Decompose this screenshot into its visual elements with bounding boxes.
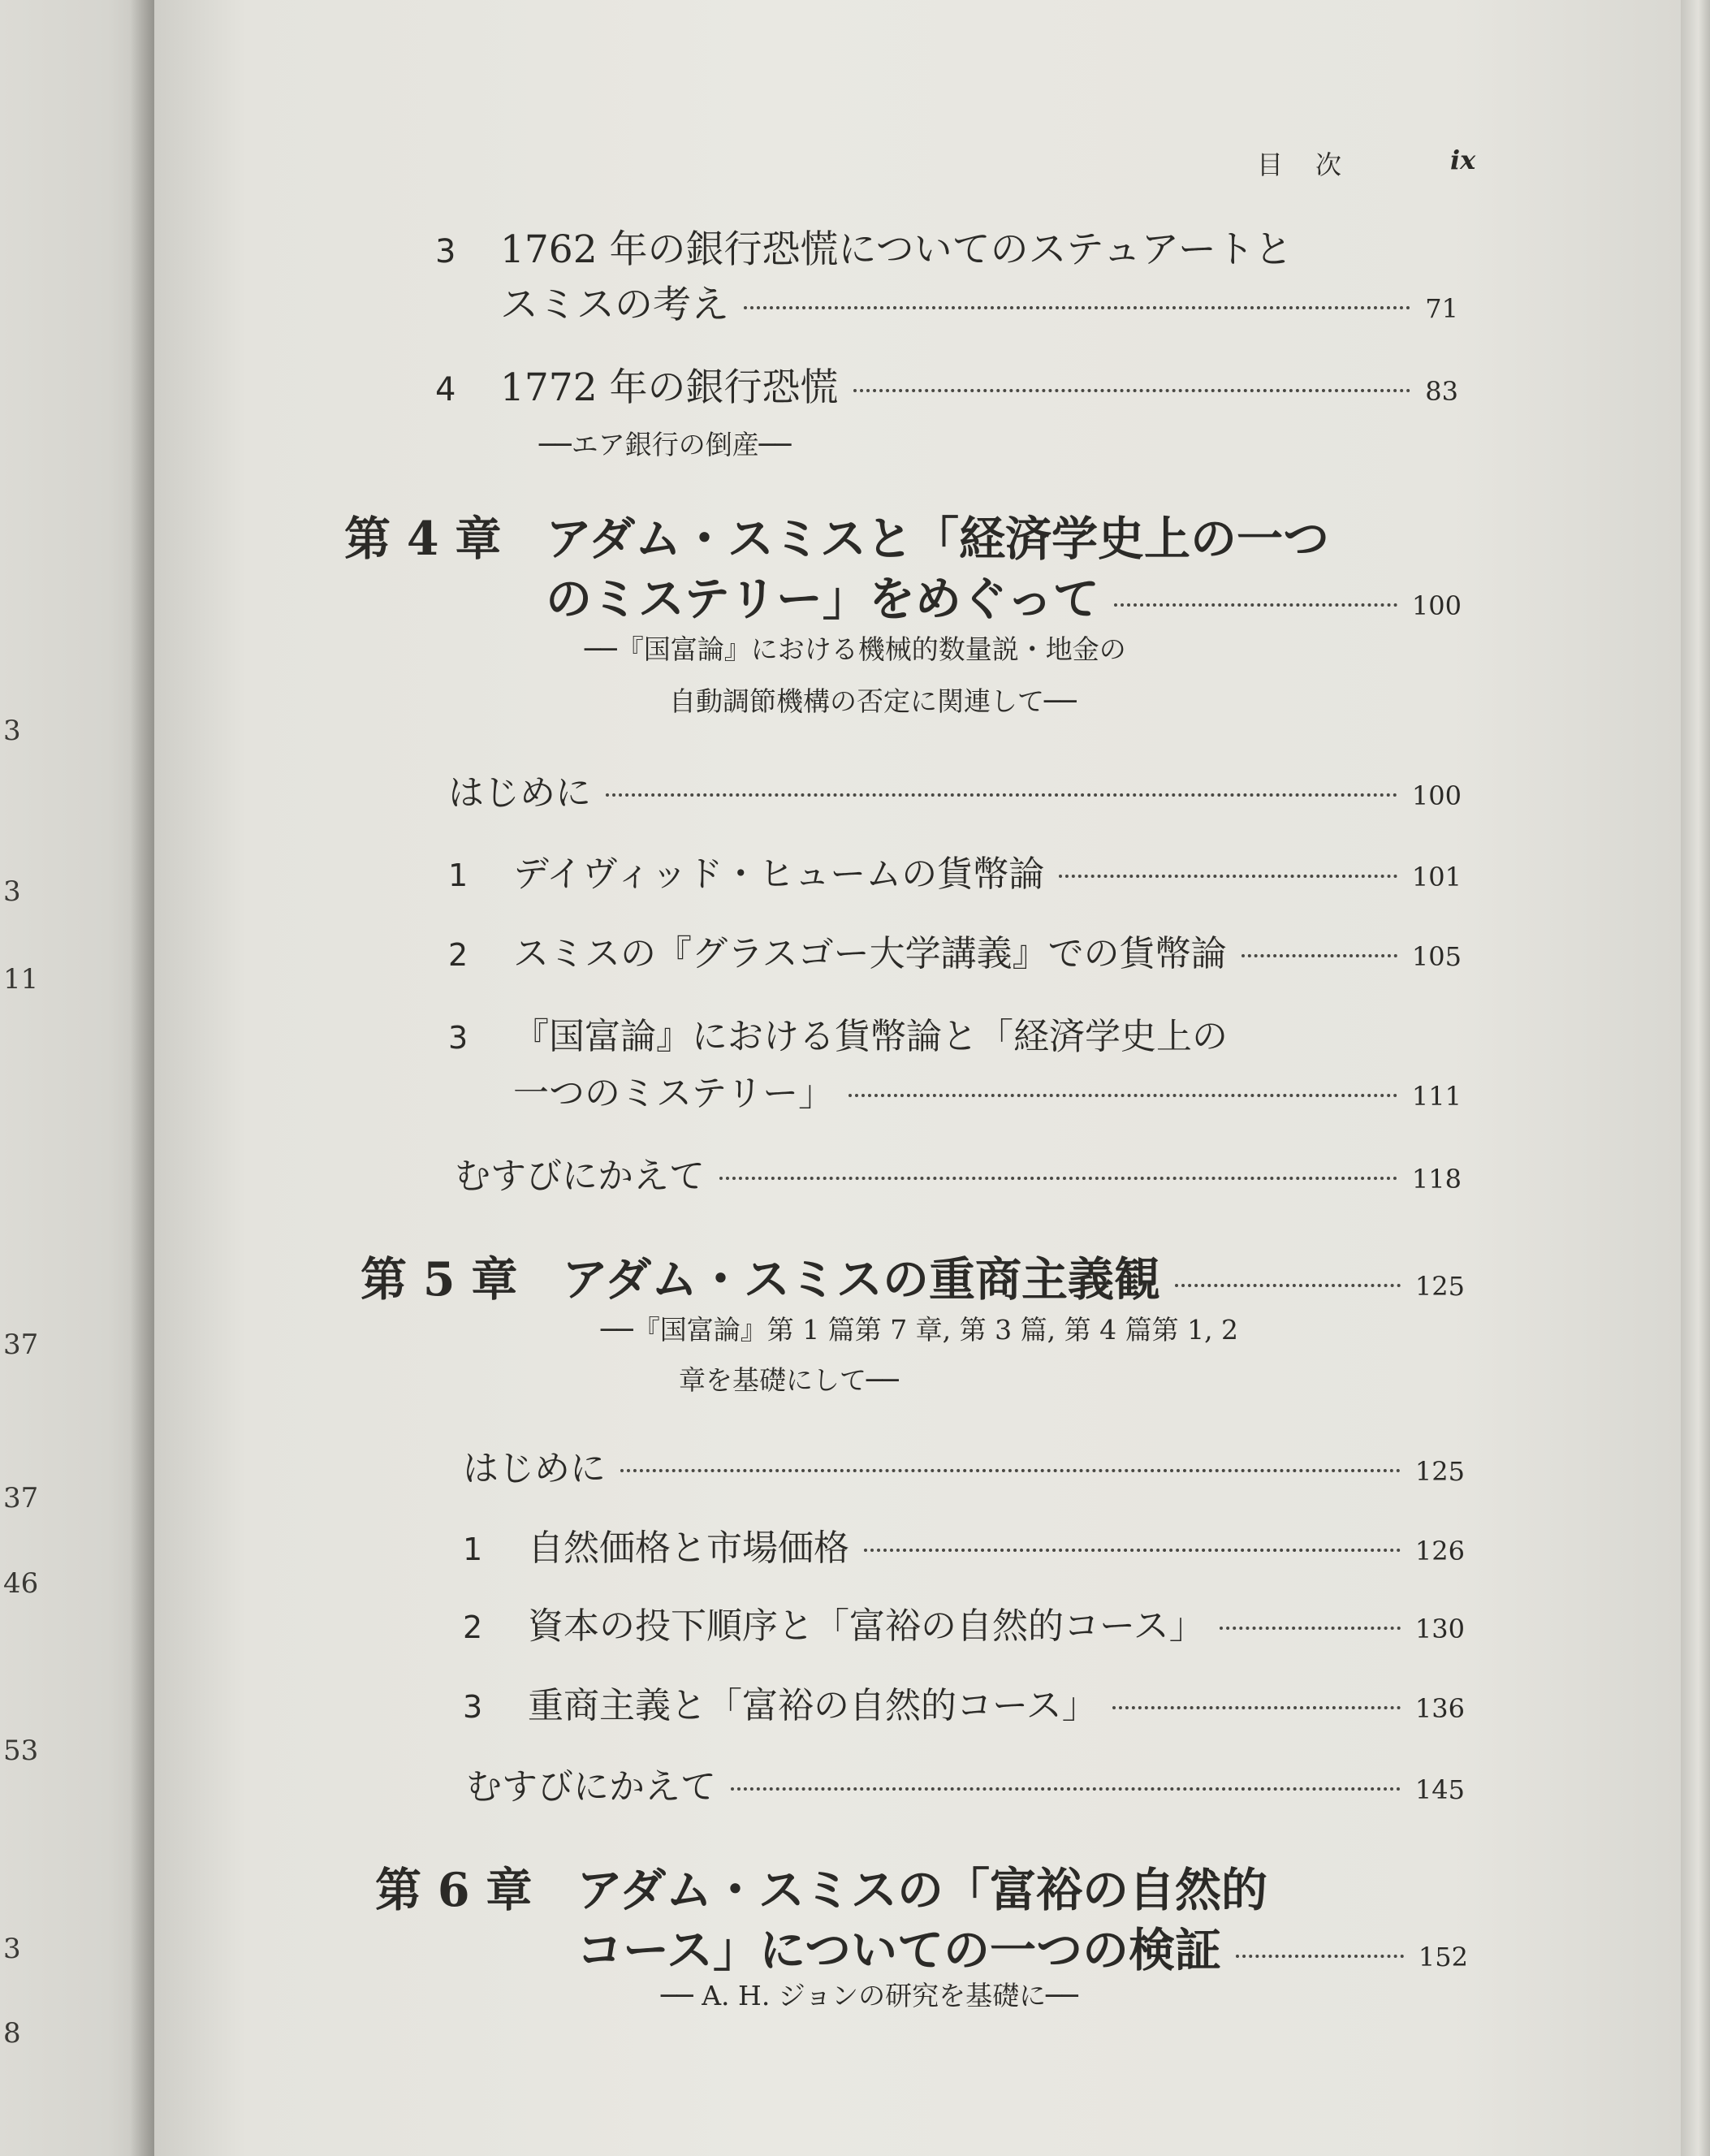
entry-page: 105 xyxy=(1411,941,1462,972)
margin-page-number: 8 xyxy=(3,2017,21,2050)
toc-entry xyxy=(448,763,1462,815)
entry-number: 1 xyxy=(463,1532,483,1567)
toc-entry xyxy=(448,845,1462,897)
chapter-title: のミステリー」をめぐって xyxy=(546,572,1099,626)
entry-page: 136 xyxy=(1414,1693,1465,1724)
entry-page: 83 xyxy=(1425,376,1458,407)
margin-page-number: 53 xyxy=(3,1735,39,1767)
dot-leader xyxy=(744,306,1410,309)
dot-leader xyxy=(864,1549,1401,1552)
chapter-subtitle: 自動調節機構の否定に関連して── xyxy=(669,685,1077,717)
margin-page-number: 3 xyxy=(3,715,21,747)
entry-page: 125 xyxy=(1414,1456,1465,1487)
entry-page: 101 xyxy=(1411,862,1462,892)
toc-entry-line xyxy=(500,274,1458,329)
toc-entry xyxy=(435,357,1458,412)
toc-entry xyxy=(463,1439,1465,1491)
chapter-subtitle: ──『国富論』における機械的数量説・地金の xyxy=(585,633,1126,665)
entry-number: 3 xyxy=(448,1020,469,1056)
dot-leader xyxy=(606,793,1397,797)
chapter-heading-line xyxy=(576,1913,1468,1980)
chapter-label: 第 5 章 xyxy=(361,1252,518,1307)
margin-page-number: 37 xyxy=(3,1329,39,1361)
entry-page: 100 xyxy=(1411,780,1462,811)
entry-title: 重商主義と「富裕の自然的コース」 xyxy=(528,1685,1098,1726)
dot-leader xyxy=(1241,954,1397,957)
margin-page-number: 46 xyxy=(3,1567,39,1600)
running-header-folio: ix xyxy=(1450,145,1476,175)
entry-title: 一つのミステリー」 xyxy=(513,1073,835,1114)
dot-leader xyxy=(1236,1955,1404,1958)
dot-leader xyxy=(1059,875,1397,878)
margin-page-number: 37 xyxy=(3,1482,39,1514)
dot-leader xyxy=(849,1094,1397,1097)
entry-number: 1 xyxy=(448,858,469,893)
chapter-subtitle: ── A. H. ジョンの研究を基礎に── xyxy=(661,1980,1078,2011)
entry-title: 資本の投下順序と「富裕の自然的コース」 xyxy=(528,1605,1205,1647)
chapter-title: アダム・スミスと「経済学史上の一つ xyxy=(546,512,1330,566)
chapter-title: コース」についての一つの検証 xyxy=(576,1923,1222,1977)
entry-title: 1762 年の銀行恐慌についてのステュアートと xyxy=(500,227,1293,272)
chapter-heading xyxy=(361,1242,1465,1309)
entry-subtitle: ──エア銀行の倒産── xyxy=(539,429,792,460)
entry-title: はじめに xyxy=(448,772,591,814)
entry-number: 2 xyxy=(463,1609,483,1645)
entry-page: 130 xyxy=(1414,1614,1465,1644)
chapter-heading xyxy=(375,1853,1267,1920)
toc-entry xyxy=(448,924,1462,976)
entry-title: むすびにかえて xyxy=(466,1766,716,1808)
toc-entry-line xyxy=(513,1064,1462,1116)
toc-entry xyxy=(455,1147,1462,1199)
chapter-subtitle: ──『国富論』第 1 篇第 7 章, 第 3 篇, 第 4 篇第 1, 2 xyxy=(601,1314,1239,1346)
dot-leader xyxy=(1112,1706,1401,1709)
entry-page: 126 xyxy=(1414,1536,1465,1566)
entry-title: むすびにかえて xyxy=(455,1156,705,1197)
entry-title: 1772 年の銀行恐慌 xyxy=(500,365,839,410)
chapter-label: 第 6 章 xyxy=(375,1863,533,1917)
chapter-subtitle: 章を基礎にして── xyxy=(679,1364,899,1396)
entry-number: 3 xyxy=(463,1689,483,1725)
dot-leader xyxy=(853,389,1411,392)
entry-title: 自然価格と市場価格 xyxy=(528,1527,849,1569)
dot-leader xyxy=(731,1787,1401,1791)
chapter-title: アダム・スミスの重商主義観 xyxy=(562,1252,1161,1307)
toc-entry xyxy=(466,1757,1465,1809)
dot-leader xyxy=(1114,603,1397,607)
chapter-title: アダム・スミスの「富裕の自然的 xyxy=(576,1863,1268,1917)
margin-page-number: 3 xyxy=(3,1933,21,1965)
entry-title: スミスの『グラスゴー大学講義』での貨幣論 xyxy=(513,933,1227,974)
running-header-title: 目 次 xyxy=(1257,149,1345,180)
entry-page: 100 xyxy=(1411,590,1462,621)
chapter-heading-line xyxy=(546,562,1462,629)
entry-number: 4 xyxy=(435,371,456,408)
entry-title: はじめに xyxy=(463,1448,606,1489)
dot-leader xyxy=(620,1469,1401,1472)
chapter-label: 第 4 章 xyxy=(344,512,502,566)
entry-title: 『国富論』における貨幣論と「経済学史上の xyxy=(513,1016,1228,1057)
entry-number: 2 xyxy=(448,937,469,973)
margin-page-number: 11 xyxy=(3,963,39,996)
chapter-heading xyxy=(344,502,1329,568)
toc-entry-line xyxy=(435,219,1293,274)
toc-entry xyxy=(463,1676,1465,1728)
entry-title: スミスの考え xyxy=(500,283,729,327)
entry-page: 111 xyxy=(1411,1081,1462,1112)
entry-page: 71 xyxy=(1425,293,1458,324)
entry-page: 118 xyxy=(1411,1164,1462,1195)
toc-entry xyxy=(463,1596,1465,1648)
margin-page-number: 3 xyxy=(3,875,21,908)
dot-leader xyxy=(1175,1284,1401,1287)
dot-leader xyxy=(719,1177,1397,1180)
entry-page: 145 xyxy=(1414,1774,1465,1805)
entry-title: デイヴィッド・ヒュームの貨幣論 xyxy=(513,853,1045,895)
entry-number: 3 xyxy=(435,233,456,270)
entry-page: 125 xyxy=(1414,1271,1465,1302)
entry-page: 152 xyxy=(1418,1942,1468,1972)
toc-entry xyxy=(448,1007,1228,1059)
toc-entry xyxy=(463,1519,1465,1571)
page-edge xyxy=(1681,0,1710,2156)
dot-leader xyxy=(1220,1627,1401,1630)
